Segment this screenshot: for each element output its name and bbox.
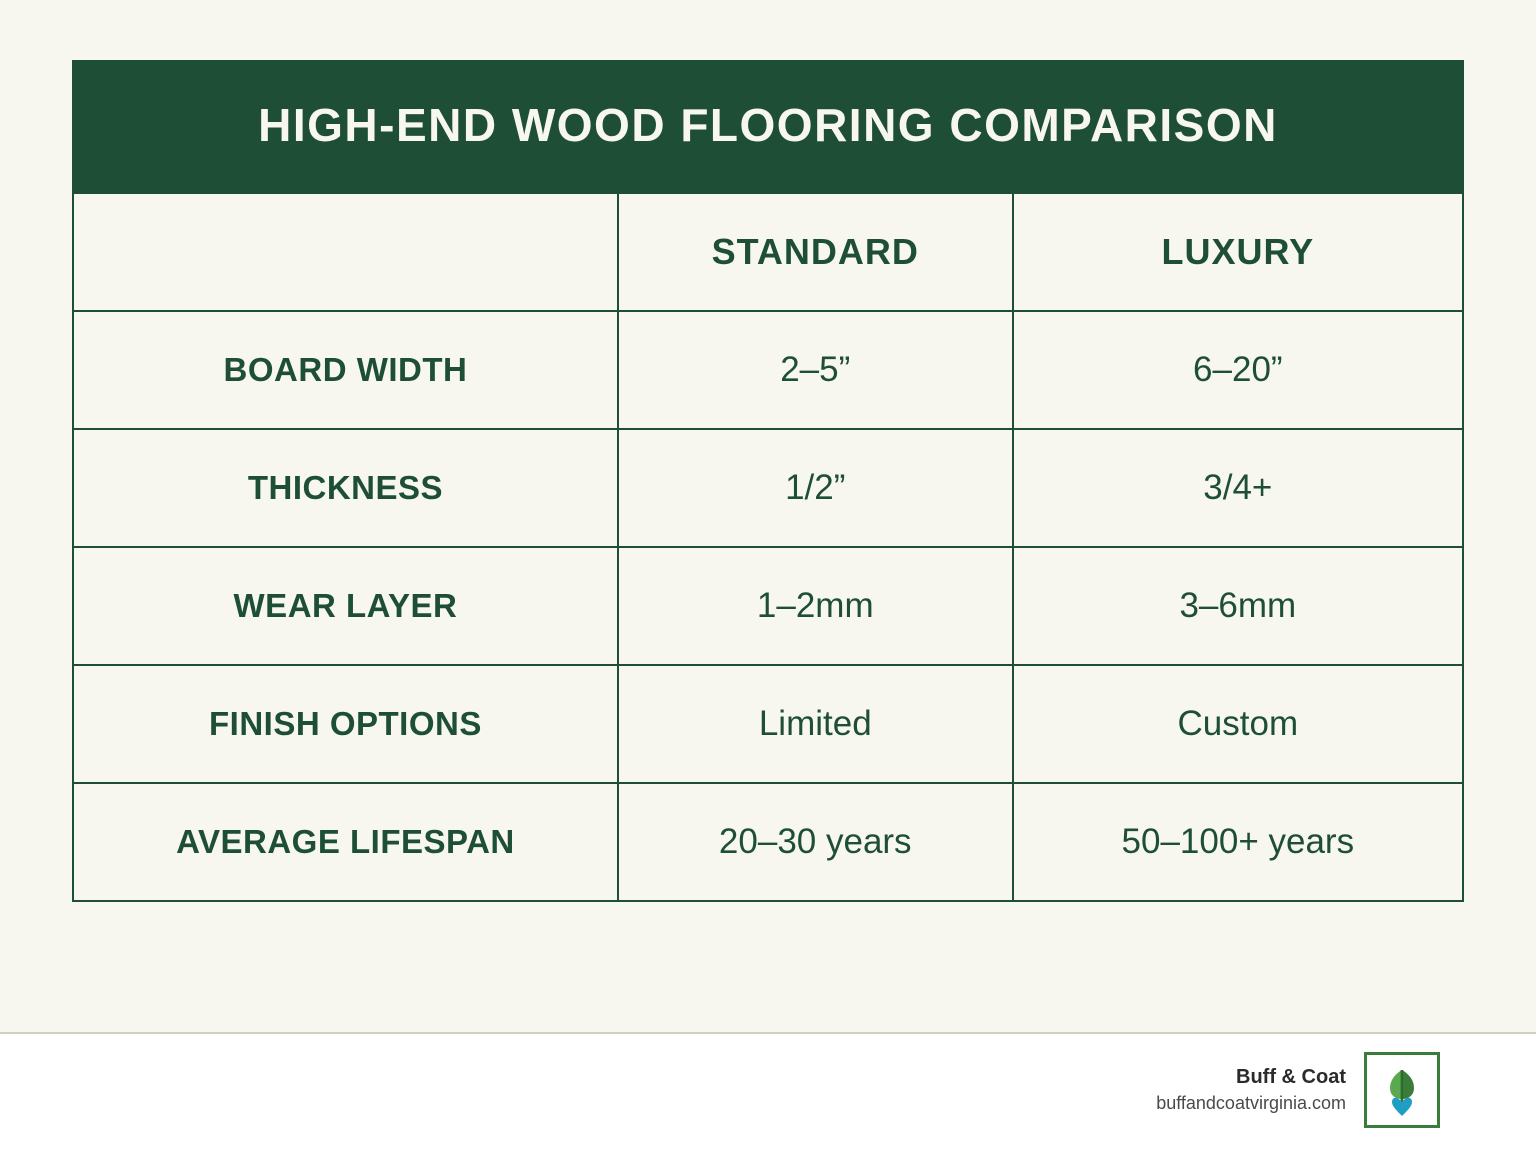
column-header-blank <box>73 193 618 311</box>
row-label: THICKNESS <box>73 429 618 547</box>
row-label: WEAR LAYER <box>73 547 618 665</box>
cell-standard: 2–5” <box>618 311 1013 429</box>
cell-luxury: 3/4+ <box>1013 429 1463 547</box>
page-title: HIGH-END WOOD FLOORING COMPARISON <box>72 60 1464 192</box>
cell-standard: 1/2” <box>618 429 1013 547</box>
cell-luxury: 3–6mm <box>1013 547 1463 665</box>
cell-luxury: 50–100+ years <box>1013 783 1463 901</box>
comparison-table <box>72 192 1464 902</box>
cell-standard: 1–2mm <box>618 547 1013 665</box>
leaf-droplet-logo-icon <box>1364 1052 1440 1128</box>
table-row <box>73 547 1463 665</box>
brand-block <box>1156 1052 1440 1128</box>
row-label: AVERAGE LIFESPAN <box>73 783 618 901</box>
brand-url: buffandcoatvirginia.com <box>1156 1093 1346 1114</box>
table-row <box>73 783 1463 901</box>
row-label: BOARD WIDTH <box>73 311 618 429</box>
table-row <box>73 665 1463 783</box>
brand-name: Buff & Coat <box>1236 1066 1346 1089</box>
table-row <box>73 429 1463 547</box>
column-header-luxury: LUXURY <box>1013 193 1463 311</box>
brand-text <box>1156 1064 1346 1115</box>
cell-standard: Limited <box>618 665 1013 783</box>
row-label: FINISH OPTIONS <box>73 665 618 783</box>
cell-standard: 20–30 years <box>618 783 1013 901</box>
comparison-card <box>72 60 1464 902</box>
column-header-standard: STANDARD <box>618 193 1013 311</box>
cell-luxury: Custom <box>1013 665 1463 783</box>
cell-luxury: 6–20” <box>1013 311 1463 429</box>
table-row <box>73 311 1463 429</box>
table-header-row <box>73 193 1463 311</box>
